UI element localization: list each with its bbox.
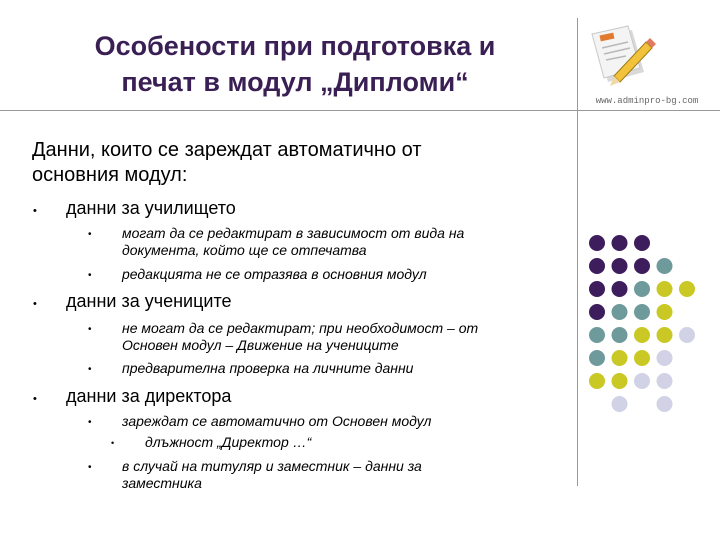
decorative-dot [612, 258, 628, 274]
bullet: • [33, 205, 37, 217]
header-divider [0, 110, 720, 111]
decorative-dot [657, 373, 673, 389]
decorative-dot [589, 258, 605, 274]
decorative-dot [657, 327, 673, 343]
decorative-dot [612, 304, 628, 320]
sidebar-divider [577, 18, 578, 486]
section-label-students: данни за учениците [66, 291, 232, 311]
decorative-dot [657, 281, 673, 297]
list-item: длъжност „Директор …“ [145, 434, 312, 450]
decorative-dot [634, 235, 650, 251]
bullet: • [88, 417, 92, 428]
decorative-dot [612, 235, 628, 251]
decorative-dot [589, 281, 605, 297]
decorative-dot [634, 327, 650, 343]
bullet: • [88, 364, 92, 375]
bullet: • [88, 270, 92, 281]
decorative-dot [634, 281, 650, 297]
bullet: • [88, 462, 92, 473]
bullet: • [88, 324, 92, 335]
decorative-dot [634, 373, 650, 389]
slide-title-line-2: печат в модул „Дипломи“ [121, 67, 469, 97]
section-label-director: данни за директора [66, 386, 232, 406]
decorative-dot [612, 373, 628, 389]
pencil-document-logo-icon [588, 24, 658, 90]
decorative-dot [612, 327, 628, 343]
decorative-dot [612, 396, 628, 412]
list-item-line: заместника [122, 475, 202, 491]
bullet: • [33, 393, 37, 405]
list-item-line: могат да се редактират в зависимост от вида на [122, 225, 465, 241]
slide-title [30, 28, 560, 100]
decorative-dot [589, 373, 605, 389]
list-item: зареждат се автоматично от Основен модул [122, 413, 432, 429]
decorative-dot [589, 350, 605, 366]
bullet: • [33, 298, 37, 310]
list-item: редакцията не се отразява в основния модул [122, 266, 427, 282]
intro-text [32, 138, 532, 188]
bullet: • [111, 438, 115, 448]
decorative-dot [634, 258, 650, 274]
list-item-line: в случай на титуляр и заместник – данни за [122, 458, 422, 474]
list-item [122, 458, 542, 492]
decorative-dot [589, 327, 605, 343]
decorative-dot-grid [588, 234, 698, 414]
intro-line-1: Данни, които се зареждат автоматично от [32, 139, 422, 161]
list-item-line: документа, който ще се отпечатва [122, 242, 367, 258]
decorative-dot [589, 235, 605, 251]
bullet: • [88, 229, 92, 240]
list-item-line: не могат да се редактират; при необходимост – от [122, 320, 479, 336]
slide-title-line-1: Особености при подготовка и [94, 31, 496, 61]
decorative-dot [634, 350, 650, 366]
list-item [122, 225, 542, 259]
list-item: предварителна проверка на личните данни [122, 360, 414, 376]
decorative-dot [657, 396, 673, 412]
decorative-dot [634, 304, 650, 320]
intro-line-2: основния модул: [32, 164, 188, 186]
decorative-dot [657, 258, 673, 274]
decorative-dot [679, 281, 695, 297]
decorative-dot [657, 304, 673, 320]
website-url: www.adminpro-bg.com [595, 96, 699, 106]
decorative-dot [589, 304, 605, 320]
list-item-line: Основен модул – Движение на учениците [122, 337, 399, 353]
decorative-dot [657, 350, 673, 366]
list-item [122, 320, 542, 354]
decorative-dot [679, 327, 695, 343]
section-label-school: данни за училището [66, 198, 236, 218]
decorative-dot [612, 350, 628, 366]
decorative-dot [612, 281, 628, 297]
